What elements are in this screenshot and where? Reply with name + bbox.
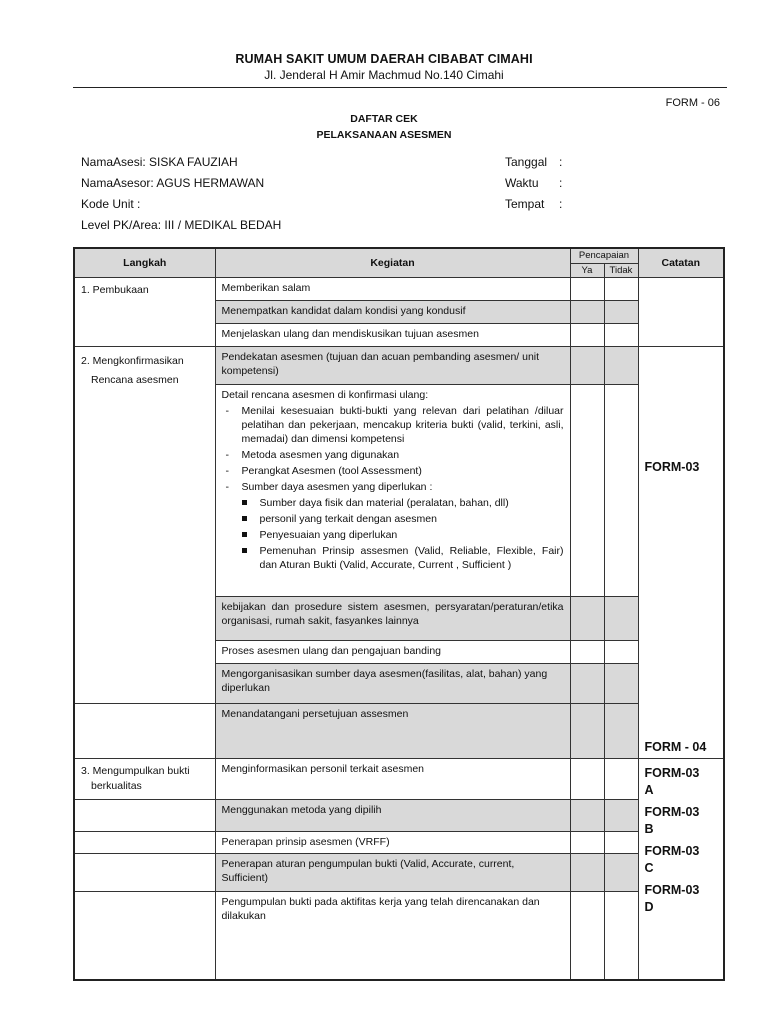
note-cell-forms	[638, 758, 724, 980]
list-item: personil yang terkait dengan asesmen	[240, 512, 564, 526]
checkbox-tidak[interactable]	[604, 640, 638, 663]
hospital-name: RUMAH SAKIT UMUM DAERAH CIBABAT CIMAHI	[235, 52, 533, 66]
list-item: - Metoda asesmen yang digunakan	[226, 448, 564, 462]
note-cell-form	[638, 346, 724, 758]
table-row	[74, 346, 724, 384]
checkbox-ya[interactable]	[570, 758, 604, 799]
step-mengumpulkan-bukti	[74, 758, 215, 799]
table-row	[74, 277, 724, 300]
tanggal-label: Tanggal	[505, 155, 548, 169]
step-3-line-2: berkualitas	[91, 779, 142, 792]
activity-cell: Pengumpulan bukti pada aktifitas kerja yang telah direncanakan dan dilakukan	[215, 891, 570, 980]
checkbox-tidak[interactable]	[604, 596, 638, 640]
note-form-03d-letter: D	[644, 899, 654, 914]
activity-detail-cell	[215, 384, 570, 596]
activity-cell: Menempatkan kandidat dalam kondisi yang kondusif	[215, 300, 570, 323]
list-item: - Sumber daya asesmen yang diperlukan :	[226, 480, 564, 494]
checkbox-tidak[interactable]	[604, 853, 638, 891]
activity-cell: Penerapan aturan pengumpulan bukti (Valid, Accurate, current, Sufficient)	[215, 853, 570, 891]
waktu-row	[505, 173, 562, 194]
tanggal-colon: :	[559, 155, 563, 169]
checkbox-tidak[interactable]	[604, 831, 638, 853]
note-cell-empty	[638, 277, 724, 346]
note-form-03a: FORM-03	[644, 765, 700, 780]
activity-cell: Proses asesmen ulang dan pengajuan banding	[215, 640, 570, 663]
step-empty	[74, 799, 215, 831]
activity-cell: Pendekatan asesmen (tujuan dan acuan pembanding asesmen/ unit kompetensi)	[215, 346, 570, 384]
note-form-03d: FORM-03	[644, 882, 700, 897]
note-form-03c: FORM-03	[644, 843, 700, 858]
step-2-line-2: Rencana asesmen	[91, 373, 179, 386]
checkbox-tidak[interactable]	[604, 300, 638, 323]
nama-asesor: NamaAsesor: AGUS HERMAWAN	[81, 176, 265, 190]
header-kegiatan: Kegiatan	[215, 248, 570, 277]
step-pembukaan: 1. Pembukaan	[74, 277, 215, 346]
detail-intro: Detail rencana asesmen di konfirmasi ulang:	[221, 388, 429, 401]
tempat-label: Tempat	[505, 197, 545, 211]
waktu-colon: :	[559, 176, 563, 190]
checkbox-tidak[interactable]	[604, 663, 638, 703]
checkbox-ya[interactable]	[570, 384, 604, 596]
step-empty	[74, 891, 215, 980]
level-pk-area: Level PK/Area: III / MEDIKAL BEDAH	[81, 218, 282, 232]
header-catatan: Catatan	[638, 248, 724, 277]
activity-cell: Memberikan salam	[215, 277, 570, 300]
waktu-label: Waktu	[505, 176, 539, 190]
table-row	[74, 703, 724, 758]
note-form-03b: FORM-03	[644, 804, 700, 819]
step-mengkonfirmasikan	[74, 346, 215, 703]
document-title	[0, 111, 768, 143]
kode-unit: Kode Unit :	[81, 197, 141, 211]
list-item: - Menilai kesesuaian bukti-bukti yang relevan dari pelatihan /diluar pelatihan dan pekerjaan, mencakup kriteria bukti (valid, terkini, asli, memadai) dan dimensi kompetensi	[226, 404, 564, 446]
header-langkah: Langkah	[74, 248, 215, 277]
activity-cell: Mengorganisasikan sumber daya asesmen(fasilitas, alat, bahan) yang diperlukan	[215, 663, 570, 703]
checkbox-tidak[interactable]	[604, 891, 638, 980]
checkbox-ya[interactable]	[570, 323, 604, 346]
note-form-03b-letter: B	[644, 821, 654, 836]
checkbox-tidak[interactable]	[604, 323, 638, 346]
header-ya: Ya	[570, 263, 604, 277]
detail-list	[226, 404, 564, 494]
list-item: Penyesuaian yang diperlukan	[240, 528, 564, 542]
activity-cell: Menjelaskan ulang dan mendiskusikan tujuan asesmen	[215, 323, 570, 346]
table-row	[74, 799, 724, 831]
info-right	[505, 152, 562, 215]
checkbox-ya[interactable]	[570, 799, 604, 831]
checkbox-ya[interactable]	[570, 640, 604, 663]
form-code: FORM - 06	[665, 97, 720, 109]
tempat-colon: :	[559, 197, 563, 211]
header-divider	[73, 87, 727, 88]
hospital-address: Jl. Jenderal H Amir Machmud No.140 Cimahi	[264, 68, 504, 82]
checkbox-ya[interactable]	[570, 703, 604, 758]
activity-cell: Menandatangani persetujuan assesmen	[215, 703, 570, 758]
table-row	[74, 853, 724, 891]
checkbox-ya[interactable]	[570, 300, 604, 323]
checkbox-tidak[interactable]	[604, 384, 638, 596]
list-item: Sumber daya fisik dan material (peralatan, bahan, dll)	[240, 496, 564, 510]
note-form-04: FORM - 04	[644, 739, 707, 754]
checkbox-tidak[interactable]	[604, 277, 638, 300]
list-item: Pemenuhan Prinsip assesmen (Valid, Reliable, Flexible, Fair) dan Aturan Bukti (Valid, Accurate, Current , Sufficient )	[240, 544, 564, 572]
header-pencapaian: Pencapaian	[570, 248, 638, 263]
checkbox-ya[interactable]	[570, 853, 604, 891]
activity-cell: kebijakan dan prosedure sistem asesmen, persyaratan/peraturan/etika organisasi, rumah sakit, fasyankes lainnya	[215, 596, 570, 640]
step-empty	[74, 703, 215, 758]
table-row	[74, 891, 724, 980]
step-3-line-1: 3. Mengumpulkan bukti	[81, 764, 190, 777]
checklist-table	[73, 247, 725, 981]
checkbox-ya[interactable]	[570, 596, 604, 640]
checkbox-ya[interactable]	[570, 277, 604, 300]
step-empty	[74, 853, 215, 891]
checkbox-tidak[interactable]	[604, 758, 638, 799]
title-line-1: DAFTAR CEK	[350, 113, 418, 125]
note-form-03: FORM-03	[644, 459, 700, 474]
checkbox-ya[interactable]	[570, 891, 604, 980]
activity-cell: Menggunakan metoda yang dipilih	[215, 799, 570, 831]
checkbox-tidak[interactable]	[604, 703, 638, 758]
checkbox-tidak[interactable]	[604, 346, 638, 384]
title-line-2: PELAKSANAAN ASESMEN	[316, 129, 452, 141]
tempat-row	[505, 194, 562, 215]
checkbox-ya[interactable]	[570, 346, 604, 384]
checkbox-ya[interactable]	[570, 831, 604, 853]
table-row	[74, 758, 724, 799]
list-item: - Perangkat Asesmen (tool Assessment)	[226, 464, 564, 478]
step-empty	[74, 831, 215, 853]
note-form-03a-letter: A	[644, 782, 654, 797]
header-tidak: Tidak	[604, 263, 638, 277]
activity-cell: Penerapan prinsip asesmen (VRFF)	[215, 831, 570, 853]
checkbox-ya[interactable]	[570, 663, 604, 703]
resource-sublist	[240, 496, 564, 572]
step-2-line-1: 2. Mengkonfirmasikan	[81, 354, 184, 367]
checkbox-tidak[interactable]	[604, 799, 638, 831]
activity-cell: Menginformasikan personil terkait asesmen	[215, 758, 570, 799]
tanggal-row	[505, 152, 562, 173]
table-row	[74, 831, 724, 853]
nama-asesi: NamaAsesi: SISKA FAUZIAH	[81, 155, 238, 169]
note-form-03c-letter: C	[644, 860, 654, 875]
info-left	[81, 152, 264, 215]
